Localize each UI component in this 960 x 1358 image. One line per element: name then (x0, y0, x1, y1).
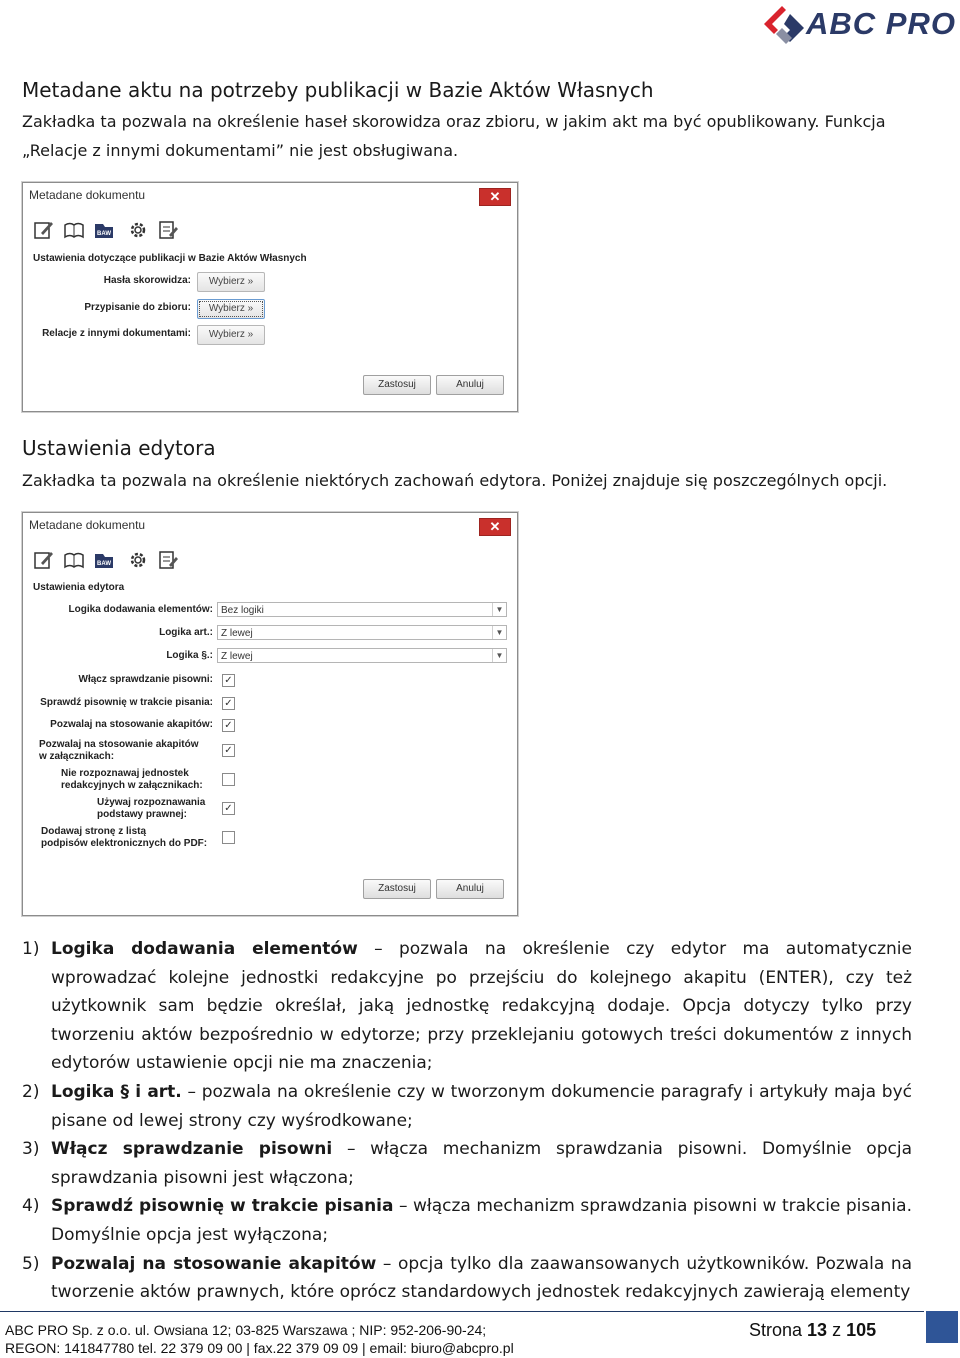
article-logic-select[interactable]: Z lewej ▼ (217, 625, 507, 640)
check-label-legal-basis: Używaj rozpoznawania podstawy prawnej: (97, 797, 206, 820)
baw-icon[interactable] (93, 219, 115, 241)
cancel-button[interactable]: Anuluj (436, 879, 504, 899)
dialog-editor-settings (22, 512, 518, 916)
section-title-baw: Metadane aktu na potrzeby publikacji w Bazie Aktów Własnych (22, 78, 654, 102)
svg-text:BAW: BAW (97, 231, 111, 237)
section-desc-baw: Zakładka ta pozwala na określenie haseł skorowidza oraz zbioru, w jakim akt ma być opublikowany. Funkcja „Relacje z innymi dokumentami” nie jest obsługiwana. (22, 112, 886, 160)
field-label-paragraph-logic: Logika §.: (166, 650, 213, 661)
list-item: 2) Logika § i art. – pozwala na określenie czy w tworzonym dokumencie paragrafy i artykuły maja być pisane od lewej strony czy wyśrodkowane; (22, 1081, 912, 1131)
spellcheck-typing-checkbox[interactable]: ✓ (222, 697, 235, 710)
chevron-down-icon: ▼ (492, 649, 506, 662)
legal-basis-checkbox[interactable]: ✓ (222, 802, 235, 815)
check-label-signatures-pdf: Dodawaj stronę z listą podpisów elektronicznych do PDF: (41, 826, 208, 849)
signatures-pdf-checkbox[interactable] (222, 831, 235, 844)
paragraph-logic-select[interactable]: Z lewej ▼ (217, 648, 507, 663)
paragraphs-attachments-checkbox[interactable]: ✓ (222, 744, 235, 757)
dialog-section-label: Ustawienia dotyczące publikacji w Bazie Aktów Własnych (33, 253, 307, 264)
footer-address: ABC PRO Sp. z o.o. ul. Owsiana 12; 03-825 Warszawa ; NIP: 952-206-90-24; (5, 1322, 487, 1338)
edit-icon[interactable] (33, 549, 55, 571)
list-item: 1) Logika dodawania elementów – pozwala na określenie czy edytor ma automatycznie wprowadzać kolejne jednostki redakcyjne po przejściu do kolejnego akapitu (ENTER), czy też użytkownik sam będzie określał, jaką jednostkę redakcyjną dodaje. Opcja dotyczy tylko przy tworzeniu aktów bezpośrednio w edytorze; przy przeklejaniu gotowych treści dokumentów z innych edytorów ustawienie opcji nie ma znaczenia; (22, 939, 912, 1074)
field-label-collection: Przypisanie do zbioru: (84, 302, 191, 313)
baw-icon[interactable] (93, 549, 115, 571)
field-label-index: Hasła skorowidza: (103, 275, 191, 286)
paragraphs-checkbox[interactable]: ✓ (222, 719, 235, 732)
chevron-down-icon: ▼ (492, 603, 506, 616)
brand-name: ABC PRO (806, 6, 956, 41)
choose-relations-button[interactable]: Wybierz » (197, 325, 265, 345)
spellcheck-checkbox[interactable]: ✓ (222, 674, 235, 687)
choose-index-button[interactable]: Wybierz » (197, 272, 265, 292)
check-label-paragraphs-attachments: Pozwalaj na stosowanie akapitów w załącznikach: (39, 739, 199, 762)
field-label-add-logic: Logika dodawania elementów: (68, 604, 213, 615)
options-list (22, 935, 912, 1307)
chevron-down-icon: ▼ (492, 626, 506, 639)
check-label-spellcheck-typing: Sprawdź pisownię w trakcie pisania: (40, 697, 213, 708)
check-label-paragraphs: Pozwalaj na stosowanie akapitów: (50, 719, 213, 730)
footer-divider (0, 1311, 924, 1312)
choose-collection-button[interactable]: Wybierz » (197, 299, 265, 319)
gear-icon[interactable] (127, 549, 149, 571)
apply-button[interactable]: Zastosuj (363, 879, 431, 899)
book-icon[interactable] (63, 549, 85, 571)
dialog-section-label: Ustawienia edytora (33, 582, 125, 593)
check-label-no-units-attachments: Nie rozpoznawaj jednostek redakcyjnych w załącznikach: (61, 768, 203, 791)
notes-icon[interactable] (157, 549, 179, 571)
gear-icon[interactable] (127, 219, 149, 241)
section-title-editor: Ustawienia edytora (22, 436, 216, 460)
page-number: Strona 13 z 105 (749, 1320, 877, 1340)
list-item: 4) Sprawdź pisownię w trakcie pisania – włącza mechanizm sprawdzania pisowni w trakcie pisania. Domyślnie opcja jest wyłączona; (22, 1196, 912, 1245)
list-item: 5) Pozwalaj na stosowanie akapitów – opcja tylko dla zaawansowanych użytkowników. Pozwala na tworzenie aktów prawnych, które oprócz standardowych jednostek redakcyjnych zawierają elementy (22, 1253, 913, 1303)
footer-accent-box (926, 1311, 958, 1343)
list-item: 3) Włącz sprawdzanie pisowni – włącza mechanizm sprawdzania pisowni. Domyślnie opcja sprawdzania pisowni jest włączona; (22, 1139, 912, 1188)
close-button[interactable]: ✕ (479, 518, 511, 536)
book-icon[interactable] (63, 219, 85, 241)
cancel-button[interactable]: Anuluj (436, 375, 504, 395)
dialog-title: Metadane dokumentu (29, 518, 146, 532)
apply-button[interactable]: Zastosuj (363, 375, 431, 395)
no-units-attachments-checkbox[interactable] (222, 773, 235, 786)
notes-icon[interactable] (157, 219, 179, 241)
check-label-spellcheck: Włącz sprawdzanie pisowni: (78, 674, 213, 685)
close-button[interactable]: ✕ (479, 188, 511, 206)
footer-contact: REGON: 141847780 tel. 22 379 09 00 | fax.22 379 09 09 | email: biuro@abcpro.pl (5, 1340, 514, 1356)
field-label-relations: Relacje z innymi dokumentami: (42, 328, 191, 339)
section-desc-editor: Zakładka ta pozwala na określenie niektórych zachowań edytora. Poniżej znajduje się poszczególnych opcji. (22, 471, 888, 490)
dialog-baw-settings (22, 182, 518, 412)
edit-icon[interactable] (33, 219, 55, 241)
dialog-title: Metadane dokumentu (29, 188, 146, 202)
add-logic-select[interactable]: Bez logiki ▼ (217, 602, 507, 617)
field-label-article-logic: Logika art.: (159, 627, 213, 638)
svg-text:BAW: BAW (97, 561, 111, 567)
